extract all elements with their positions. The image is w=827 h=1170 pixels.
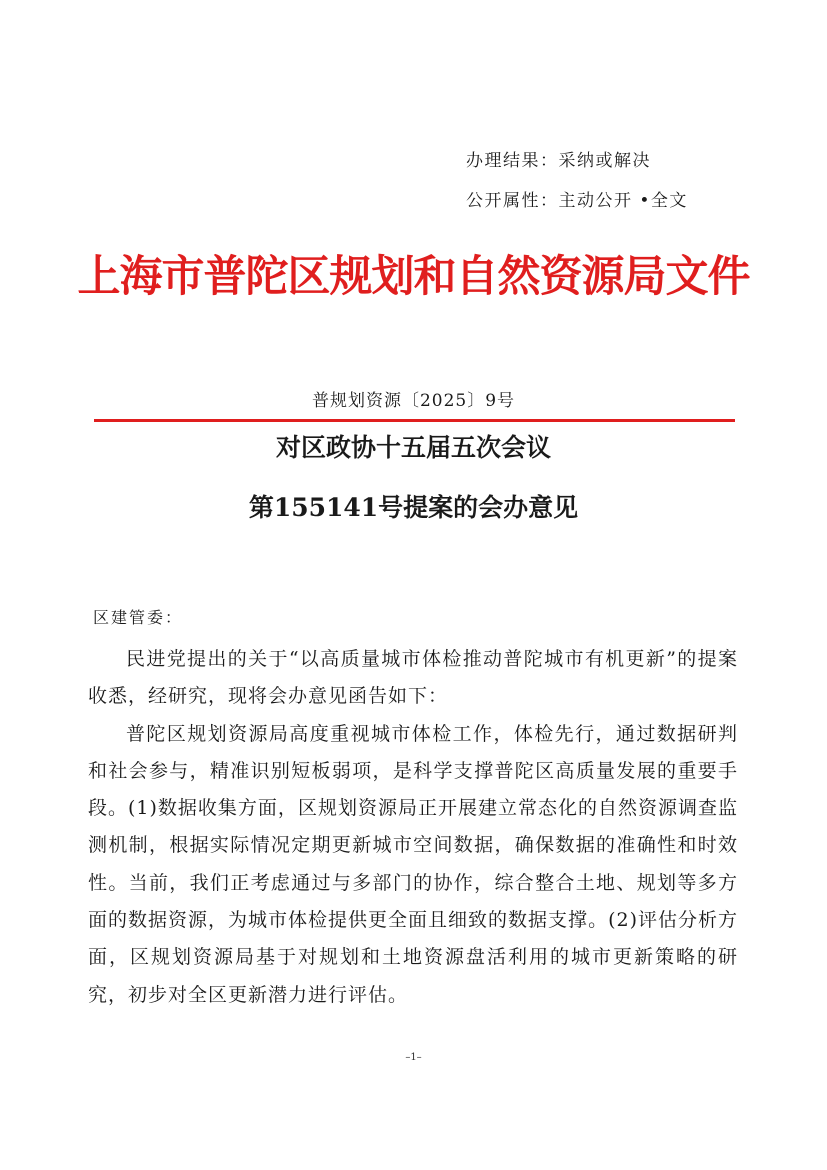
- recipient: 区建管委：: [93, 608, 184, 627]
- body-paragraph-2: 普陀区规划资源局高度重视城市体检工作，体检先行，通过数据研判和社会参与，精准识别短板弱项，是科学支撑普陀区高质量发展的重要手段。(1)数据收集方面，区规划资源局正开展建立常态化的自然资源调查监测机制，根据实际情况定期更新城市空间数据，确保数据的准确性和时效性。当前，我们正考虑通过与多部门的协作，综合整合土地、规划等多方面的数据资源，为城市体检提供更全面且细致的数据支撑。(2)评估分析方面，区规划资源局基于对规划和土地资源盘活利用的城市更新策略的研究，初步对全区更新潜力进行评估。: [88, 722, 738, 1006]
- body-text: [88, 641, 738, 1014]
- red-divider-line: [94, 419, 735, 422]
- handling-result: 办理结果：采纳或解决: [466, 151, 651, 171]
- document-title-line-2: 第155141号提案的会办意见: [248, 493, 579, 522]
- document-number: 普规划资源〔2025〕9号: [311, 391, 516, 411]
- document-title-line-1: 对区政协十五届五次会议: [275, 433, 551, 462]
- issuer-header: 上海市普陀区规划和自然资源局文件: [77, 252, 750, 302]
- publicity-attribute: 公开属性：主动公开 •全文: [466, 191, 688, 211]
- page-number: –1–: [405, 1052, 422, 1063]
- body-paragraph-1: 民进党提出的关于“以高质量城市体检推动普陀城市有机更新”的提案收悉，经研究，现将会办意见函告如下：: [88, 648, 738, 708]
